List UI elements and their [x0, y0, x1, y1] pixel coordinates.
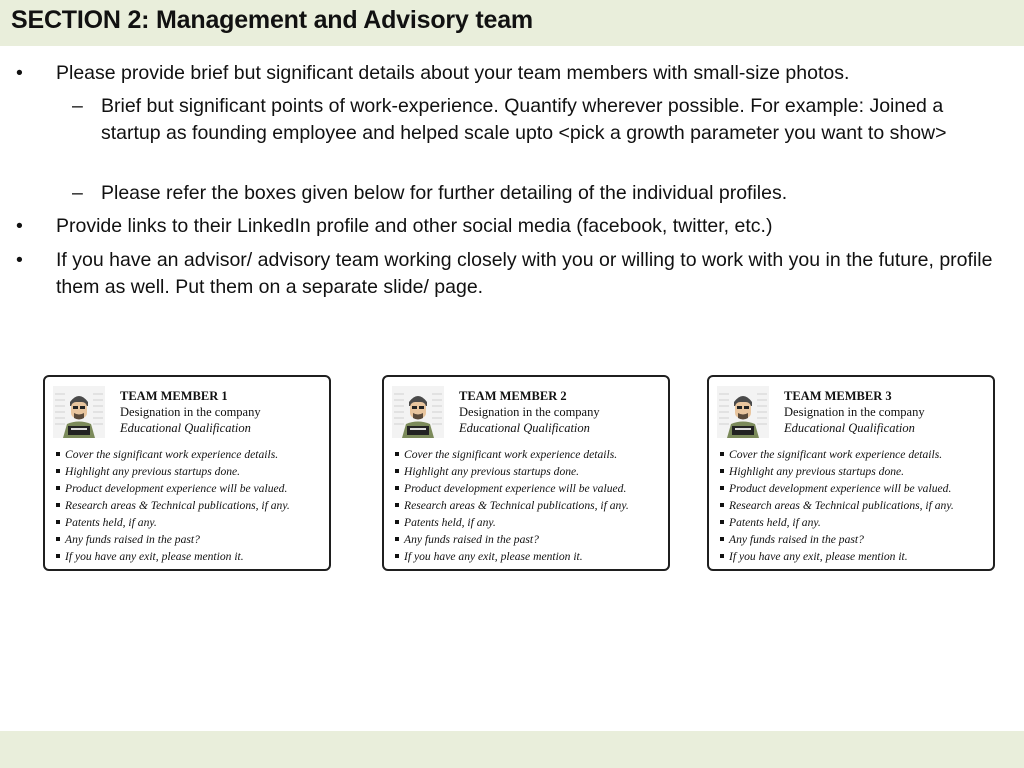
member-photo: [392, 386, 444, 438]
list-item: Product development experience will be valued.: [719, 480, 991, 497]
card-title: TEAM MEMBER 3: [784, 389, 892, 403]
card-designation: Designation in the company: [459, 405, 600, 419]
card-qualification: Educational Qualification: [120, 421, 251, 435]
card-title: TEAM MEMBER 2: [459, 389, 567, 403]
page-title: SECTION 2: Management and Advisory team: [11, 6, 533, 34]
member-photo: [717, 386, 769, 438]
list-item: Patents held, if any.: [394, 514, 666, 531]
mugshot-icon: [392, 386, 444, 438]
card-qualification: Educational Qualification: [784, 421, 915, 435]
list-item: If you have any exit, please mention it.: [55, 548, 327, 565]
team-member-card-2: [382, 375, 670, 571]
bullet-2-text: Provide links to their LinkedIn profile and other social media (facebook, twitter, etc.): [56, 215, 773, 237]
sub-bullet-1-text: Brief but significant points of work-experience. Quantify wherever possible. For example: Joined a startup as founding employee and helped scale upto <pick a growth parameter you want to show>: [101, 95, 947, 144]
bullet-3-text: If you have an advisor/ advisory team working closely with you or willing to work with you in the future, profile them as well. Put them on a separate slide/ page.: [56, 249, 993, 298]
list-item: Cover the significant work experience details.: [719, 446, 991, 463]
list-item: Cover the significant work experience details.: [55, 446, 327, 463]
list-item: Patents held, if any.: [719, 514, 991, 531]
list-item: Any funds raised in the past?: [719, 531, 991, 548]
list-item: If you have any exit, please mention it.: [394, 548, 666, 565]
list-item: Highlight any previous startups done.: [55, 463, 327, 480]
footer-band: [0, 731, 1024, 768]
mugshot-icon: [53, 386, 105, 438]
team-member-card-3: [707, 375, 995, 571]
member-photo: [53, 386, 105, 438]
list-item: Highlight any previous startups done.: [394, 463, 666, 480]
card-points: [719, 446, 991, 565]
bullet-mark: •: [16, 62, 23, 84]
sub-bullet-2-text: Please refer the boxes given below for further detailing of the individual profiles.: [101, 182, 788, 204]
list-item: Research areas & Technical publications, if any.: [394, 497, 666, 514]
card-points: [55, 446, 327, 565]
dash-mark: –: [72, 182, 83, 204]
mugshot-icon: [717, 386, 769, 438]
list-item: Any funds raised in the past?: [394, 531, 666, 548]
list-item: Highlight any previous startups done.: [719, 463, 991, 480]
card-title: TEAM MEMBER 1: [120, 389, 228, 403]
list-item: If you have any exit, please mention it.: [719, 548, 991, 565]
list-item: Cover the significant work experience details.: [394, 446, 666, 463]
bullet-mark: •: [16, 215, 23, 237]
list-item: Any funds raised in the past?: [55, 531, 327, 548]
list-item: Product development experience will be valued.: [55, 480, 327, 497]
team-member-card-1: [43, 375, 331, 571]
card-points: [394, 446, 666, 565]
list-item: Research areas & Technical publications, if any.: [55, 497, 327, 514]
dash-mark: –: [72, 95, 83, 117]
list-item: Product development experience will be valued.: [394, 480, 666, 497]
card-qualification: Educational Qualification: [459, 421, 590, 435]
bullet-1-text: Please provide brief but significant details about your team members with small-size photos.: [56, 62, 850, 84]
bullet-mark: •: [16, 249, 23, 271]
card-designation: Designation in the company: [120, 405, 261, 419]
card-designation: Designation in the company: [784, 405, 925, 419]
list-item: Patents held, if any.: [55, 514, 327, 531]
list-item: Research areas & Technical publications, if any.: [719, 497, 991, 514]
